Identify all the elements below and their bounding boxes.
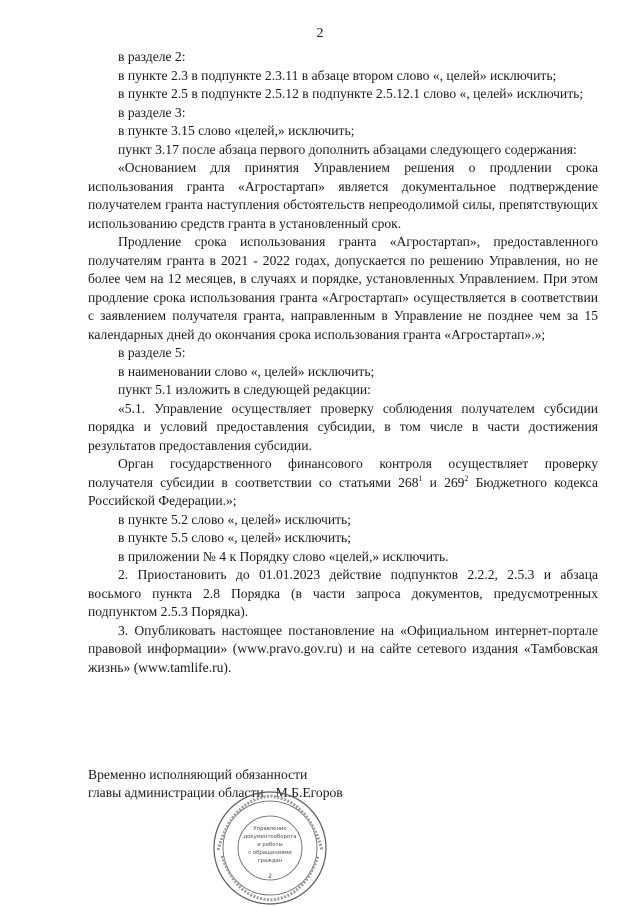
paragraph: в пункте 5.2 слово «, целей» исключить; [118, 511, 352, 527]
stamp-text-line: граждан [257, 858, 283, 864]
paragraph: пункт 5.1 изложить в следующей редакции: [118, 382, 371, 397]
paragraph: пункт 3.17 после абзаца первого дополнить абзацами следующего содержания: [118, 141, 577, 157]
paragraph-text: и 269 [422, 474, 465, 490]
paragraph: в пункте 2.5 в подпункте 2.5.12 в подпункте 2.5.12.1 слово «, целей» исключить; [118, 86, 584, 101]
paragraph: в пункте 5.5 слово «, целей» исключить; [118, 530, 352, 545]
paragraph: в разделе 3: [118, 104, 186, 120]
superscript: 1 [418, 473, 423, 483]
superscript: 2 [464, 473, 469, 483]
paragraph-text: Бюджетного кодекса Российской Федерации.»; [88, 474, 598, 508]
stamp-text-line: Управление [253, 826, 287, 832]
signature-title-line1: Временно исполняющий обязанности [88, 767, 308, 782]
paragraph: в разделе 5: [118, 345, 186, 360]
stamp-text-line: с обращениями [248, 850, 292, 856]
document-body [88, 48, 598, 677]
stamp-number: 2 [268, 873, 272, 880]
paragraph: в пункте 2.3 в подпункте 2.3.11 в абзаце втором слово «, целей» исключить; [118, 67, 557, 83]
signatory-name: М.Б.Егоров [275, 785, 343, 800]
paragraph-text: Орган государственного финансового контроля осуществляет проверку получателя субсидии в соответствии со статьями 268 [88, 456, 598, 490]
paragraph-group [88, 48, 598, 455]
paragraph: в наименовании слово «, целей» исключить; [118, 363, 375, 379]
paragraph: в разделе 2: [118, 49, 186, 64]
page-number: 2 [316, 26, 324, 41]
paragraph: «Основанием для принятия Управлением решения о продлении срока использования гранта «Агростартап» является документальное подтверждение получателем гранта наступления обстоятельств непреодолимой силы, препятствующих использованию средств гранта в установленный срок. [88, 160, 598, 231]
paragraph [88, 455, 598, 511]
stamp-text-line: и работы [257, 842, 283, 848]
paragraph: «5.1. Управление осуществляет проверку соблюдения получателем субсидии порядка и условий предоставления субсидии, в том числе в части достижения результатов предоставления субсидии. [88, 400, 598, 453]
paragraph: Продление срока использования гранта «Агростартап», предоставленного получателям гранта в 2021 - 2022 годах, допускается по решению Управления, но не более чем на 12 месяцев, в случаях и порядке, установленных Управлением. При этом продление срока использования гранта «Агростартап» осуществляется в соответствии с заявлением получателя гранта, направленным в Управление не позднее чем за 15 календарных дней до окончания срока использования гранта «Агростартап».»; [88, 234, 598, 342]
stamp-text-line: документооборота [243, 834, 297, 840]
official-stamp-icon [212, 790, 328, 906]
paragraph: 2. Приостановить до 01.01.2023 действие подпунктов 2.2.2, 2.5.3 и абзаца восьмого пункта 2.8 Порядка (в части запроса документов, предусмотренных подпунктом 2.5.3 Порядка). [88, 567, 598, 619]
signature-title-line2: главы администрации области [88, 785, 264, 800]
paragraph: 3. Опубликовать настоящее постановление на «Официальном интернет-портале правовой информации» (www.pravo.gov.ru) и на сайте сетевого издания «Тамбовская жизнь» (www.tamlife.ru). [88, 622, 598, 675]
paragraph: в пункте 3.15 слово «целей,» исключить; [118, 123, 355, 138]
paragraph: в приложении № 4 к Порядку слово «целей,» исключить. [118, 548, 449, 564]
paragraph-group [88, 511, 598, 678]
